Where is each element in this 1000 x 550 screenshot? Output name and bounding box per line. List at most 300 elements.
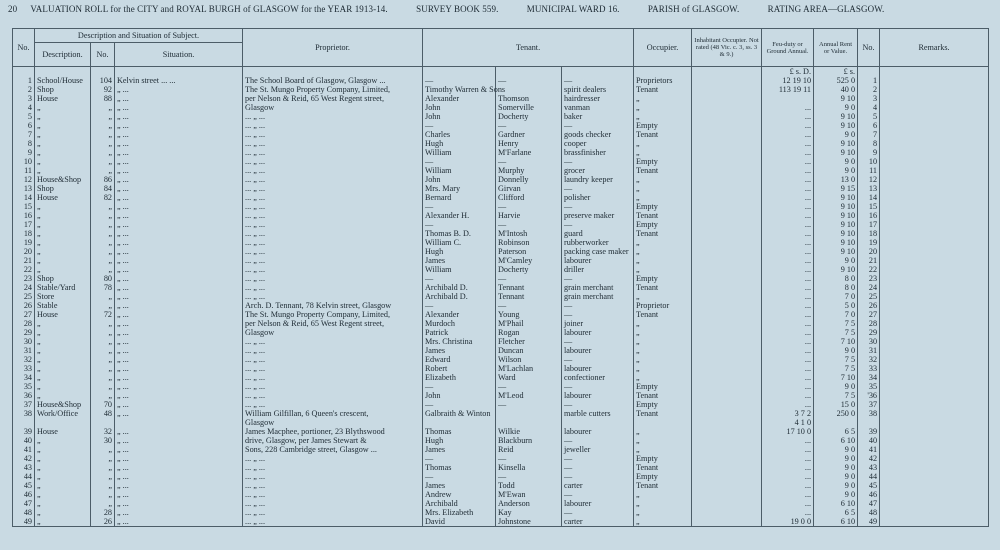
- tenant-first-name-cell: —: [423, 400, 496, 409]
- feu-duty-cell: ...: [762, 121, 814, 130]
- description-cell: „: [35, 112, 91, 121]
- table-row: [13, 490, 989, 499]
- remarks-cell: [880, 175, 989, 184]
- rating-area: RATING AREA—GLASGOW.: [767, 4, 885, 14]
- inhabitant-cell: [692, 130, 762, 139]
- row-number-right: 44: [858, 472, 880, 481]
- tenant-first-name-cell: James: [423, 346, 496, 355]
- remarks-cell: [880, 310, 989, 319]
- row-number: 44: [13, 472, 35, 481]
- annual-rent-cell: 9 0: [814, 346, 858, 355]
- table-row: [13, 229, 989, 238]
- tenant-first-name-cell: —: [423, 121, 496, 130]
- tenant-occupation-cell: spirit dealers: [562, 85, 634, 94]
- occupier-cell: „: [634, 346, 692, 355]
- situation-cell: „ ...: [115, 409, 243, 418]
- feu-duty-cell: ...: [762, 508, 814, 517]
- situation-cell: „ ...: [115, 238, 243, 247]
- occupier-cell: Tenant: [634, 310, 692, 319]
- row-number: 29: [13, 328, 35, 337]
- row-number-right: 19: [858, 238, 880, 247]
- row-number: 39: [13, 427, 35, 436]
- remarks-cell: [880, 418, 989, 427]
- remarks-cell: [880, 76, 989, 85]
- tenant-occupation-cell: jeweller: [562, 445, 634, 454]
- situation-cell: „ ...: [115, 382, 243, 391]
- remarks-cell: [880, 211, 989, 220]
- tenant-occupation-cell: baker: [562, 112, 634, 121]
- proprietor-cell: ... „ ...: [243, 220, 423, 229]
- remarks-cell: [880, 112, 989, 121]
- page-number: 20: [8, 4, 18, 14]
- row-number: 43: [13, 463, 35, 472]
- table-row: [13, 310, 989, 319]
- feu-duty-cell: ...: [762, 319, 814, 328]
- proprietor-cell: William Gilfillan, 6 Queen's crescent,: [243, 409, 423, 418]
- proprietor-cell: ... „ ...: [243, 499, 423, 508]
- row-number-right: 20: [858, 247, 880, 256]
- annual-rent-cell: 9 0: [814, 166, 858, 175]
- house-number-cell: 92: [91, 85, 115, 94]
- annual-rent-cell: 8 0: [814, 274, 858, 283]
- description-cell: „: [35, 103, 91, 112]
- feu-duty-cell: ...: [762, 391, 814, 400]
- description-cell: „: [35, 202, 91, 211]
- inhabitant-cell: [692, 292, 762, 301]
- table-row: [13, 238, 989, 247]
- occupier-cell: „: [634, 490, 692, 499]
- row-number-right: 33: [858, 364, 880, 373]
- inhabitant-cell: [692, 193, 762, 202]
- situation-cell: „ ...: [115, 121, 243, 130]
- row-number-right: 17: [858, 220, 880, 229]
- col-no: No.: [13, 29, 35, 67]
- situation-cell: „ ...: [115, 292, 243, 301]
- row-number: 22: [13, 265, 35, 274]
- row-number-right: 40: [858, 436, 880, 445]
- inhabitant-cell: [692, 310, 762, 319]
- row-number: 32: [13, 355, 35, 364]
- feu-duty-cell: ...: [762, 355, 814, 364]
- tenant-occupation-cell: marble cutters: [562, 409, 634, 418]
- row-number-right: 3: [858, 94, 880, 103]
- remarks-cell: [880, 229, 989, 238]
- proprietor-cell: ... „ ...: [243, 148, 423, 157]
- situation-cell: „ ...: [115, 355, 243, 364]
- row-number-right: 1: [858, 76, 880, 85]
- annual-rent-cell: 7 5: [814, 391, 858, 400]
- annual-rent-cell: 5 0: [814, 301, 858, 310]
- table-row: [13, 499, 989, 508]
- row-number-right: 10: [858, 157, 880, 166]
- situation-cell: „ ...: [115, 301, 243, 310]
- tenant-occupation-cell: —: [562, 301, 634, 310]
- table-row: [13, 454, 989, 463]
- annual-rent-cell: 15 0: [814, 400, 858, 409]
- inhabitant-cell: [692, 202, 762, 211]
- proprietor-cell: ... „ ...: [243, 373, 423, 382]
- situation-cell: „ ...: [115, 463, 243, 472]
- feu-duty-cell: £ s. D.: [762, 67, 814, 77]
- situation-cell: „ ...: [115, 373, 243, 382]
- house-number-cell: „: [91, 481, 115, 490]
- row-number: 21: [13, 256, 35, 265]
- house-number-cell: „: [91, 166, 115, 175]
- annual-rent-cell: 9 15: [814, 184, 858, 193]
- feu-duty-cell: ...: [762, 436, 814, 445]
- tenant-surname-cell: Clifford: [496, 193, 562, 202]
- occupier-cell: „: [634, 337, 692, 346]
- row-number: 1: [13, 76, 35, 85]
- tenant-first-name-cell: James: [423, 445, 496, 454]
- remarks-cell: [880, 85, 989, 94]
- feu-duty-cell: 19 0 0: [762, 517, 814, 527]
- tenant-occupation-cell: —: [562, 274, 634, 283]
- description-cell: House: [35, 310, 91, 319]
- inhabitant-cell: [692, 472, 762, 481]
- tenant-surname-cell: Thomson: [496, 94, 562, 103]
- proprietor-cell: drive, Glasgow, per James Stewart &: [243, 436, 423, 445]
- proprietor-cell: The St. Mungo Property Company, Limited,: [243, 85, 423, 94]
- feu-duty-cell: ...: [762, 373, 814, 382]
- house-number-cell: „: [91, 220, 115, 229]
- annual-rent-cell: 13 0: [814, 175, 858, 184]
- feu-duty-cell: ...: [762, 454, 814, 463]
- annual-rent-cell: 9 10: [814, 148, 858, 157]
- description-cell: House: [35, 193, 91, 202]
- tenant-occupation-cell: —: [562, 463, 634, 472]
- table-row: [13, 328, 989, 337]
- situation-cell: „ ...: [115, 166, 243, 175]
- description-cell: Shop: [35, 85, 91, 94]
- situation-cell: „ ...: [115, 256, 243, 265]
- feu-duty-cell: ...: [762, 157, 814, 166]
- annual-rent-cell: 9 0: [814, 103, 858, 112]
- annual-rent-cell: 8 0: [814, 283, 858, 292]
- remarks-cell: [880, 445, 989, 454]
- occupier-cell: Tenant: [634, 391, 692, 400]
- inhabitant-cell: [692, 94, 762, 103]
- inhabitant-cell: [692, 418, 762, 427]
- proprietor-cell: Glasgow: [243, 103, 423, 112]
- description-cell: Stable/Yard: [35, 283, 91, 292]
- tenant-occupation-cell: packing case maker: [562, 247, 634, 256]
- col-desc-group: Description and Situation of Subject.: [35, 29, 243, 43]
- col-remarks: Remarks.: [880, 29, 989, 67]
- occupier-cell: Empty: [634, 157, 692, 166]
- situation-cell: „ ...: [115, 220, 243, 229]
- description-cell: „: [35, 229, 91, 238]
- tenant-occupation-cell: —: [562, 508, 634, 517]
- proprietor-cell: per Nelson & Reid, 65 West Regent street,: [243, 319, 423, 328]
- house-number-cell: 82: [91, 193, 115, 202]
- tenant-surname-cell: Henry: [496, 139, 562, 148]
- description-cell: „: [35, 490, 91, 499]
- row-number: 2: [13, 85, 35, 94]
- row-number: 9: [13, 148, 35, 157]
- remarks-cell: [880, 454, 989, 463]
- tenant-first-name-cell: Charles: [423, 130, 496, 139]
- house-number-cell: „: [91, 346, 115, 355]
- remarks-cell: [880, 256, 989, 265]
- table-row: [13, 409, 989, 418]
- row-number-right: 24: [858, 283, 880, 292]
- proprietor-cell: Sons, 228 Cambridge street, Glasgow ...: [243, 445, 423, 454]
- house-number-cell: „: [91, 121, 115, 130]
- proprietor-cell: ... „ ...: [243, 184, 423, 193]
- tenant-surname-cell: Docherty: [496, 112, 562, 121]
- tenant-surname-cell: Anderson: [496, 499, 562, 508]
- row-number: 14: [13, 193, 35, 202]
- feu-duty-cell: ...: [762, 346, 814, 355]
- remarks-cell: [880, 373, 989, 382]
- remarks-cell: [880, 166, 989, 175]
- tenant-surname-cell: —: [496, 202, 562, 211]
- description-cell: Shop: [35, 184, 91, 193]
- row-number-right: 11: [858, 166, 880, 175]
- tenant-first-name-cell: —: [423, 76, 496, 85]
- tenant-first-name-cell: Archibald D.: [423, 283, 496, 292]
- inhabitant-cell: [692, 364, 762, 373]
- tenant-surname-cell: [496, 67, 562, 77]
- feu-duty-cell: ...: [762, 283, 814, 292]
- inhabitant-cell: [692, 121, 762, 130]
- inhabitant-cell: [692, 148, 762, 157]
- tenant-surname-cell: M'Farlane: [496, 148, 562, 157]
- situation-cell: „ ...: [115, 139, 243, 148]
- tenant-surname-cell: [496, 85, 562, 94]
- house-number-cell: „: [91, 229, 115, 238]
- annual-rent-cell: 7 5: [814, 319, 858, 328]
- house-number-cell: „: [91, 337, 115, 346]
- tenant-first-name-cell: William: [423, 265, 496, 274]
- house-number-cell: „: [91, 472, 115, 481]
- row-number-right: 45: [858, 481, 880, 490]
- description-cell: „: [35, 337, 91, 346]
- inhabitant-cell: [692, 112, 762, 121]
- tenant-first-name-cell: Thomas B. D.: [423, 229, 496, 238]
- feu-duty-cell: ...: [762, 229, 814, 238]
- annual-rent-cell: 9 0: [814, 157, 858, 166]
- row-number-right: 12: [858, 175, 880, 184]
- house-number-cell: „: [91, 103, 115, 112]
- feu-duty-cell: ...: [762, 130, 814, 139]
- row-number-right: 43: [858, 463, 880, 472]
- feu-duty-cell: ...: [762, 112, 814, 121]
- tenant-occupation-cell: —: [562, 157, 634, 166]
- table-row: [13, 355, 989, 364]
- tenant-occupation-cell: hairdresser: [562, 94, 634, 103]
- tenant-first-name-cell: Thomas: [423, 427, 496, 436]
- tenant-surname-cell: Kay: [496, 508, 562, 517]
- proprietor-cell: ... „ ...: [243, 175, 423, 184]
- remarks-cell: [880, 364, 989, 373]
- proprietor-cell: ... „ ...: [243, 247, 423, 256]
- remarks-cell: [880, 463, 989, 472]
- tenant-first-name-cell: Patrick: [423, 328, 496, 337]
- description-cell: „: [35, 220, 91, 229]
- tenant-first-name-cell: John: [423, 103, 496, 112]
- row-number: 26: [13, 301, 35, 310]
- row-number: [13, 67, 35, 77]
- house-number-cell: „: [91, 238, 115, 247]
- inhabitant-cell: [692, 175, 762, 184]
- tenant-first-name-cell: Alexander: [423, 310, 496, 319]
- description-cell: „: [35, 166, 91, 175]
- description-cell: House: [35, 94, 91, 103]
- table-row: [13, 346, 989, 355]
- row-number: 34: [13, 373, 35, 382]
- tenant-surname-cell: M'Intosh: [496, 229, 562, 238]
- feu-duty-cell: ...: [762, 481, 814, 490]
- house-number-cell: [91, 67, 115, 77]
- occupier-cell: „: [634, 193, 692, 202]
- proprietor-cell: ... „ ...: [243, 364, 423, 373]
- col-no-2: No.: [858, 29, 880, 67]
- house-number-cell: 28: [91, 508, 115, 517]
- house-number-cell: [91, 418, 115, 427]
- annual-rent-cell: 7 10: [814, 373, 858, 382]
- feu-duty-cell: ...: [762, 103, 814, 112]
- situation-cell: „ ...: [115, 472, 243, 481]
- tenant-first-name-cell: John: [423, 112, 496, 121]
- occupier-cell: Proprietors: [634, 76, 692, 85]
- feu-duty-cell: ...: [762, 238, 814, 247]
- tenant-surname-cell: [496, 409, 562, 418]
- occupier-cell: „: [634, 247, 692, 256]
- tenant-surname-cell: Gardner: [496, 130, 562, 139]
- occupier-cell: Empty: [634, 220, 692, 229]
- tenant-occupation-cell: driller: [562, 265, 634, 274]
- inhabitant-cell: [692, 490, 762, 499]
- description-cell: „: [35, 319, 91, 328]
- annual-rent-cell: 7 5: [814, 364, 858, 373]
- annual-rent-cell: 9 10: [814, 211, 858, 220]
- tenant-surname-cell: —: [496, 76, 562, 85]
- row-number: 20: [13, 247, 35, 256]
- tenant-occupation-cell: —: [562, 355, 634, 364]
- col-proprietor: Proprietor.: [243, 29, 423, 67]
- table-row: [13, 400, 989, 409]
- row-number-right: 2: [858, 85, 880, 94]
- proprietor-cell: ... „ ...: [243, 256, 423, 265]
- tenant-occupation-cell: labourer: [562, 427, 634, 436]
- tenant-occupation-cell: laundry keeper: [562, 175, 634, 184]
- row-number: 49: [13, 517, 35, 527]
- feu-duty-cell: ...: [762, 400, 814, 409]
- col-situation: Situation.: [115, 43, 243, 67]
- annual-rent-cell: 7 5: [814, 355, 858, 364]
- inhabitant-cell: [692, 103, 762, 112]
- table-row: [13, 148, 989, 157]
- inhabitant-cell: [692, 247, 762, 256]
- inhabitant-cell: [692, 220, 762, 229]
- tenant-surname-cell: Todd: [496, 481, 562, 490]
- situation-cell: „ ...: [115, 283, 243, 292]
- proprietor-cell: ... „ ...: [243, 382, 423, 391]
- tenant-first-name-cell: Mrs. Elizabeth: [423, 508, 496, 517]
- row-number-right: 47: [858, 499, 880, 508]
- description-cell: „: [35, 382, 91, 391]
- feu-duty-cell: 12 19 10: [762, 76, 814, 85]
- row-number: 3: [13, 94, 35, 103]
- row-number-right: 27: [858, 310, 880, 319]
- feu-duty-cell: ...: [762, 337, 814, 346]
- house-number-cell: „: [91, 391, 115, 400]
- inhabitant-cell: [692, 463, 762, 472]
- tenant-surname-cell: Wilkie: [496, 427, 562, 436]
- tenant-occupation-cell: —: [562, 220, 634, 229]
- annual-rent-cell: 9 0: [814, 130, 858, 139]
- col-occupier: Occupier.: [634, 29, 692, 67]
- annual-rent-cell: 9 10: [814, 202, 858, 211]
- occupier-cell: „: [634, 436, 692, 445]
- tenant-occupation-cell: labourer: [562, 328, 634, 337]
- inhabitant-cell: [692, 454, 762, 463]
- remarks-cell: [880, 400, 989, 409]
- situation-cell: „ ...: [115, 427, 243, 436]
- feu-duty-cell: ...: [762, 328, 814, 337]
- table-row: [13, 121, 989, 130]
- house-number-cell: 84: [91, 184, 115, 193]
- tenant-surname-cell: —: [496, 220, 562, 229]
- annual-rent-cell: 9 0: [814, 490, 858, 499]
- description-cell: „: [35, 157, 91, 166]
- description-cell: „: [35, 472, 91, 481]
- tenant-occupation-cell: —: [562, 382, 634, 391]
- proprietor-cell: The School Board of Glasgow, Glasgow ...: [243, 76, 423, 85]
- tenant-first-name-cell: Edward: [423, 355, 496, 364]
- house-number-cell: „: [91, 454, 115, 463]
- tenant-surname-cell: —: [496, 400, 562, 409]
- inhabitant-cell: [692, 76, 762, 85]
- situation-cell: „ ...: [115, 337, 243, 346]
- description-cell: „: [35, 373, 91, 382]
- annual-rent-cell: 6 5: [814, 508, 858, 517]
- description-cell: Work/Office: [35, 409, 91, 418]
- table-row: [13, 391, 989, 400]
- house-number-cell: „: [91, 301, 115, 310]
- row-number: 46: [13, 490, 35, 499]
- proprietor-cell: ... „ ...: [243, 229, 423, 238]
- row-number-right: '36: [858, 391, 880, 400]
- row-number: 42: [13, 454, 35, 463]
- inhabitant-cell: [692, 517, 762, 527]
- table-row: [13, 418, 989, 427]
- tenant-surname-cell: Tennant: [496, 283, 562, 292]
- tenant-first-name-cell: William C.: [423, 238, 496, 247]
- tenant-first-name-cell: James: [423, 481, 496, 490]
- feu-duty-cell: ...: [762, 382, 814, 391]
- tenant-first-name-cell: Bernard: [423, 193, 496, 202]
- description-cell: „: [35, 121, 91, 130]
- remarks-cell: [880, 409, 989, 418]
- tenant-surname-cell: Rogan: [496, 328, 562, 337]
- situation-cell: „ ...: [115, 319, 243, 328]
- table-row: [13, 166, 989, 175]
- table-row: [13, 76, 989, 85]
- remarks-cell: [880, 274, 989, 283]
- proprietor-cell: ... „ ...: [243, 157, 423, 166]
- row-number-right: 7: [858, 130, 880, 139]
- situation-cell: „ ...: [115, 346, 243, 355]
- tenant-first-name-cell: Thomas: [423, 463, 496, 472]
- row-number-right: [858, 418, 880, 427]
- description-cell: „: [35, 238, 91, 247]
- tenant-surname-cell: —: [496, 454, 562, 463]
- annual-rent-cell: 9 0: [814, 454, 858, 463]
- tenant-occupation-cell: —: [562, 400, 634, 409]
